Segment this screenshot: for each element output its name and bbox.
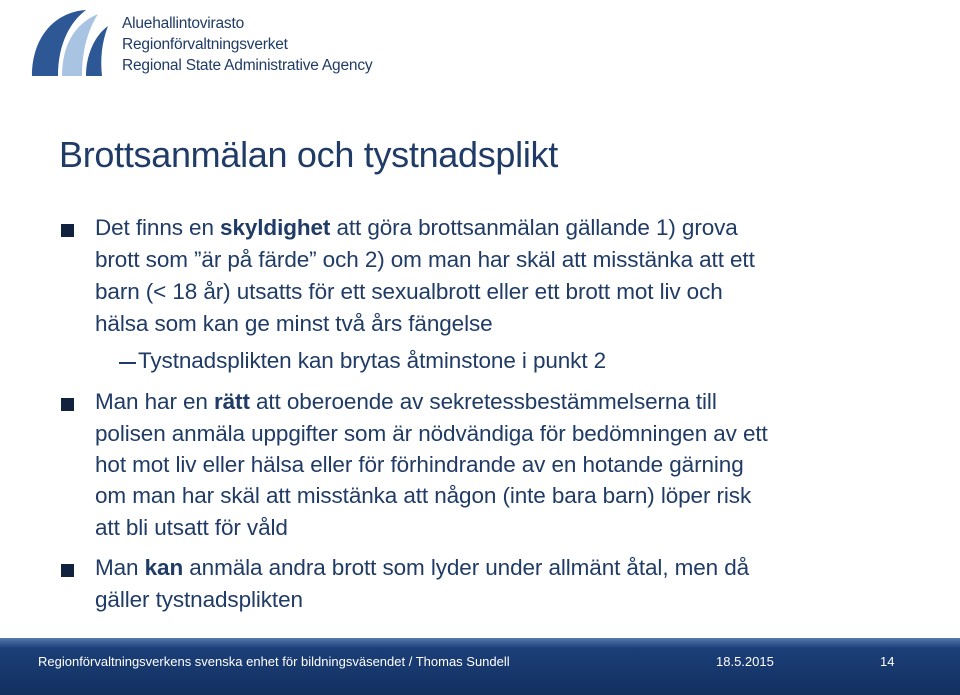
bullet-text-line: om man har skäl att misstänka att någon (inte bara barn) löper risk [95,483,752,508]
sub-bullet-dash-icon [119,362,136,364]
agency-logo [28,6,388,78]
bullet-text-line: hot mot liv eller hälsa eller för förhindrande av en hotande gärning [95,452,744,477]
emphasis-text: skyldighet [220,215,331,240]
bullet-text-line: gäller tystnadsplikten [95,587,303,612]
org-name-swedish: Regionförvaltningsverket [122,36,288,53]
bullet-text-line: hälsa som kan ge minst två års fängelse [95,311,493,336]
footer-page-number: 14 [880,654,895,669]
bullet-text-line: Man kan anmäla andra brott som lyder under allmänt åtal, men då [95,555,750,580]
bullet-text-line: brott som ”är på färde” och 2) om man har skäl att misstänka att ett [95,247,755,272]
bullet-square-icon [61,224,74,237]
footer-date: 18.5.2015 [716,654,774,669]
bullet-text-line: barn (< 18 år) utsatts för ett sexualbrott eller ett brott mot liv och [95,279,723,304]
emphasis-text: rätt [213,389,250,414]
slide-title: Brottsanmälan och tystnadsplikt [59,134,558,175]
bullet-text-line: att bli utsatt för våld [95,515,288,540]
bullet-text-line: polisen anmäla uppgifter som är nödvändiga för bedömningen av ett [95,421,768,446]
org-name-finnish: Aluehallintovirasto [122,15,244,32]
emphasis-text: kan [144,555,184,580]
agency-logo-mark-icon [28,6,114,78]
org-name-english: Regional State Administrative Agency [122,57,373,74]
footer-credit: Regionförvaltningsverkens svenska enhet för bildningsväsendet / Thomas Sundell [38,654,510,669]
bullet-text-line: Det finns en skyldighet att göra brottsanmälan gällande 1) grova [95,215,738,240]
bullet-text-line: Man har en rätt att oberoende av sekretessbestämmelserna till [95,389,717,414]
bullet-square-icon [61,564,74,577]
sub-bullet-text: Tystnadsplikten kan brytas åtminstone i punkt 2 [138,348,607,373]
bullet-square-icon [61,398,74,411]
